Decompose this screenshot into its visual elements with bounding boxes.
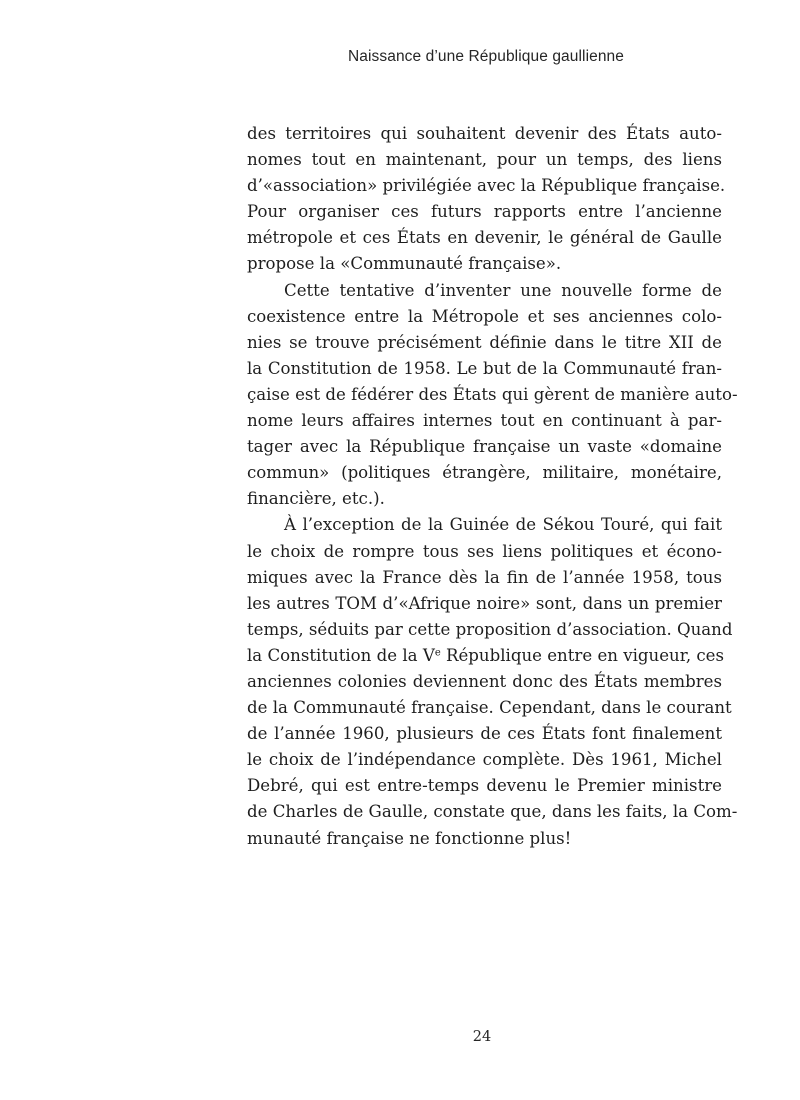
text-line: anciennes colonies deviennent donc des États membres xyxy=(247,671,722,691)
text-line: le choix de rompre tous ses liens politiques et écono- xyxy=(247,541,722,561)
text-line: les autres TOM d’«Afrique noire» sont, dans un premier xyxy=(247,593,722,613)
text-line: nome leurs affaires internes tout en continuant à par- xyxy=(247,411,722,431)
text-line: Pour organiser ces futurs rapports entre l’ancienne xyxy=(247,202,722,222)
text-line: métropole et ces États en devenir, le général de Gaulle xyxy=(247,228,722,248)
text-line: coexistence entre la Métropole et ses anciennes colo- xyxy=(247,306,722,326)
text-line: çaise est de fédérer des États qui gèrent de manière auto- xyxy=(247,384,738,404)
text-line: Debré, qui est entre-temps devenu le Premier ministre xyxy=(247,776,722,796)
text-line: la Constitution de 1958. Le but de la Communauté fran- xyxy=(247,358,722,378)
ordinal-superscript: e xyxy=(434,647,441,659)
text-line: tager avec la République française un vaste «domaine xyxy=(247,437,722,457)
text-line: nomes tout en maintenant, pour un temps, des liens xyxy=(247,150,722,170)
text-line: temps, séduits par cette proposition d’association. Quand xyxy=(247,619,733,639)
text-line: des territoires qui souhaitent devenir des États auto- xyxy=(247,124,722,143)
text-line: le choix de l’indépendance complète. Dès 1961, Michel xyxy=(247,750,722,770)
body-text xyxy=(247,121,738,852)
text-line: d’«association» privilégiée avec la République française. xyxy=(247,176,726,196)
text-line: de l’année 1960, plusieurs de ces États font finalement xyxy=(247,724,722,744)
paragraph-2 xyxy=(247,278,738,513)
text-line: miques avec la France dès la fin de l’année 1958, tous xyxy=(247,567,722,587)
text-line: Cette tentative d’inventer une nouvelle forme de xyxy=(284,280,722,300)
text-line: À l’exception de la Guinée de Sékou Touré, qui fait xyxy=(284,515,722,535)
text-line: propose la «Communauté française». xyxy=(247,254,562,274)
paragraph-3 xyxy=(247,512,738,851)
text-line: commun» (politiques étrangère, militaire, monétaire, xyxy=(247,463,722,483)
text-line: financière, etc.). xyxy=(247,489,385,509)
paragraph-1 xyxy=(247,121,726,278)
text-line: munauté française ne fonctionne plus! xyxy=(247,828,572,848)
text-line: de Charles de Gaulle, constate que, dans les faits, la Com- xyxy=(247,802,738,822)
page-number: 24 xyxy=(472,1029,492,1045)
text-fragment: la Constitution de la V xyxy=(247,645,435,665)
text-fragment: République entre en vigueur, ces xyxy=(440,645,725,665)
text-line: nies se trouve précisément définie dans le titre XII de xyxy=(247,332,722,352)
text-line: de la Communauté française. Cependant, dans le courant xyxy=(247,698,732,718)
text-line xyxy=(247,643,725,669)
running-header: Naissance d’une République gaullienne xyxy=(347,48,624,65)
